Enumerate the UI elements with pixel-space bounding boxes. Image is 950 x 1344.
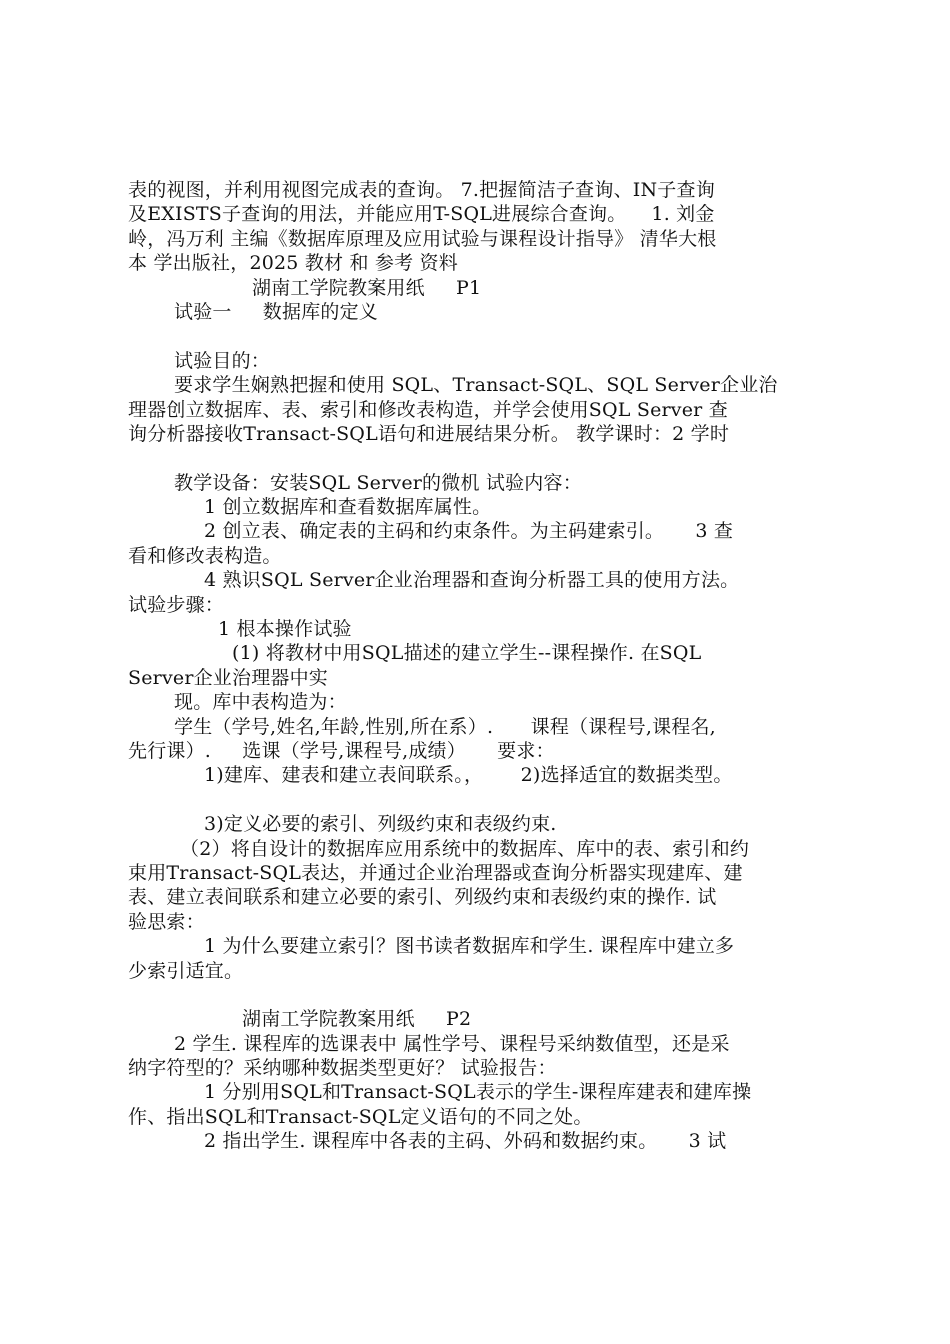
text-line: 理器创立数据库、表、索引和修改表构造，并学会使用SQL Server 查 [128,398,728,421]
text-line: 表、建立表间联系和建立必要的索引、列级约束和表级约束的操作. 试 [128,886,717,909]
text-line: 1 为什么要建立索引？图书读者数据库和学生. 课程库中建立多 [204,935,735,958]
text-line: 2 创立表、确定表的主码和约束条件。为主码建索引。 3 查 [204,520,734,543]
text-line: 询分析器接收Transact-SQL语句和进展结果分析。 教学课时：2 学时 [128,422,730,445]
blank-line [128,788,834,812]
text-line: 少索引适宜。 [128,959,244,982]
text-line: 看和修改表构造。 [128,544,282,567]
text-line: 岭，冯万利 主编《数据库原理及应用试验与课程设计指导》 清华大根 [128,227,717,250]
section-title: 试验一 数据库的定义 [174,300,378,323]
text-line: （2）将自设计的数据库应用系统中的数据库、库中的表、索引和约 [180,837,750,860]
text-line: 试验目的： [174,349,271,372]
text-line: 1 根本操作试验 [218,618,352,641]
text-line: 学生（学号,姓名,年龄,性别,所在系）. 课程（课程号,课程名, [174,715,716,738]
text-line: 1 分别用SQL和Transact-SQL表示的学生-课程库建表和建库操 [204,1081,752,1104]
text-line: (1) 将教材中用SQL描述的建立学生--课程操作. 在SQL [232,642,702,665]
text-line: 3)定义必要的索引、列级约束和表级约束. [204,813,557,836]
blank-line [128,983,834,1007]
text-line: 要求学生娴熟把握和使用 SQL、Transact-SQL、SQL Server企业治 [174,374,778,397]
text-line: 作、指出SQL和Transact-SQL定义语句的不同之处。 [128,1105,593,1128]
text-line: 教学设备：安装SQL Server的微机 试验内容： [174,471,582,494]
text-line: 纳字符型的？采纳哪种数据类型更好？ 试验报告： [128,1057,557,1080]
blank-line [128,324,834,348]
text-line: 先行课）. 选课（学号,课程号,成绩） 要求： [128,739,555,762]
text-line: 试验步骤： [128,593,225,616]
text-line: 2 指出学生. 课程库中各表的主码、外码和数据约束。 3 试 [204,1130,727,1153]
text-line: 4 熟识SQL Server企业治理器和查询分析器工具的使用方法。 [204,569,740,592]
page-header-p1: 湖南工学院教案用纸 P1 [252,276,482,299]
page-header-p2: 湖南工学院教案用纸 P2 [242,1008,472,1031]
blank-line [128,446,834,470]
text-line: 1)建库、建表和建立表间联系。， 2)选择适宜的数据类型。 [204,764,733,787]
document-page [128,178,834,1154]
text-line: 1 创立数据库和查看数据库属性。 [204,496,492,519]
text-line: 束用Transact-SQL表达，并通过企业治理器或查询分析器实现建库、建 [128,861,743,884]
text-line: 本 学出版社，2025 教材 和 参考 资料 [128,252,458,275]
text-line: Server企业治理器中实 [128,666,329,689]
text-line: 及EXISTS子查询的用法，并能应用T-SQL进展综合查询。 1. 刘金 [128,203,715,226]
text-line: 现。库中表构造为： [174,691,347,714]
text-line: 验思索： [128,910,205,933]
text-line: 表的视图，并利用视图完成表的查询。 7.把握简洁子查询、IN子查询 [128,179,715,201]
text-line: 2 学生. 课程库的选课表中 属性学号、课程号采纳数值型，还是采 [174,1032,730,1055]
